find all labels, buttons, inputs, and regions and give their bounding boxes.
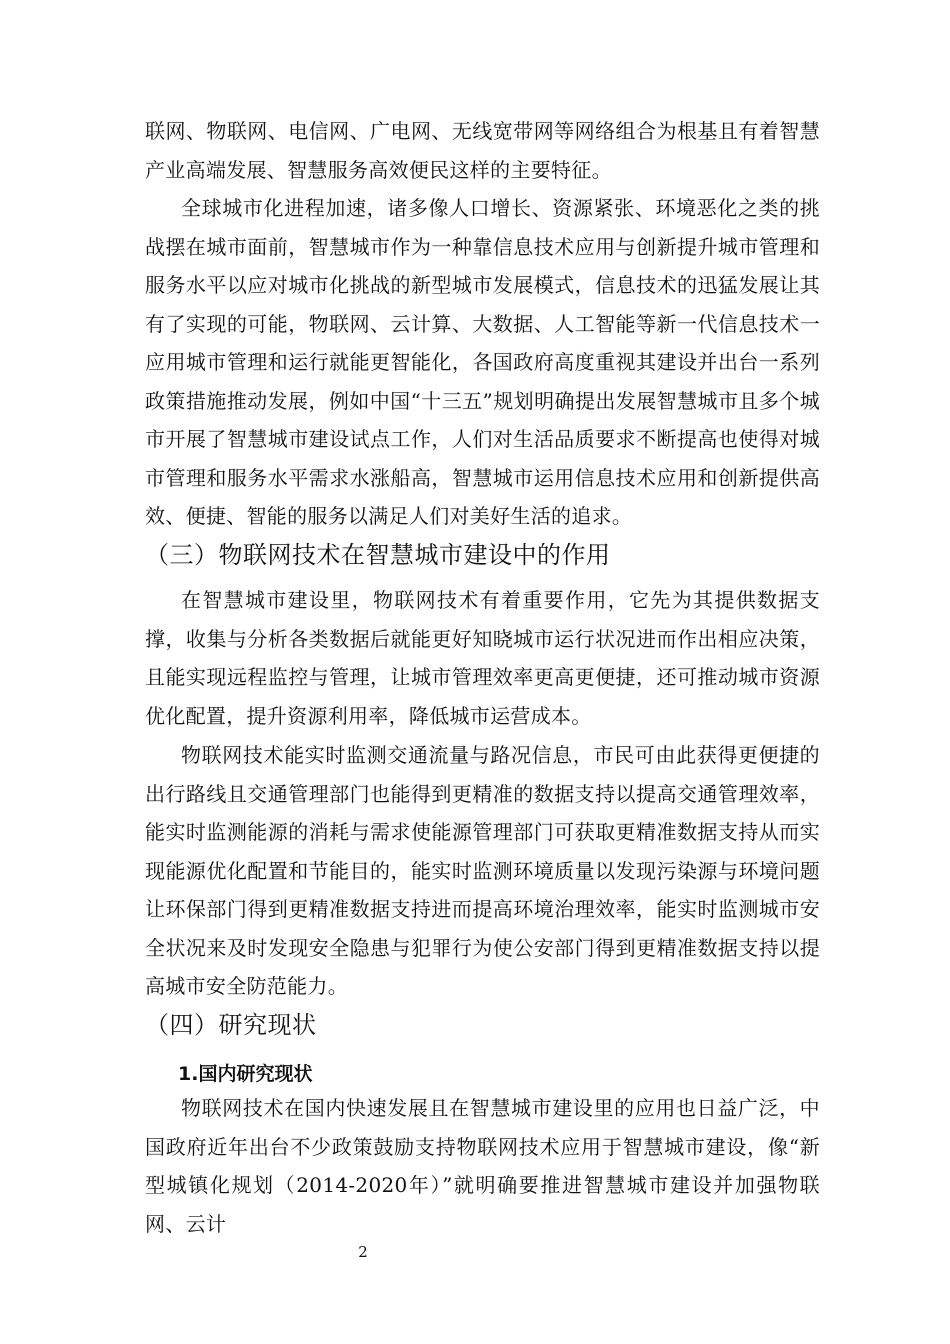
subsection-heading-domestic: 1.国内研究现状 (178, 1063, 313, 1085)
paragraph-urbanization: 全球城市化进程加速，诸多像人口增长、资源紧张、环境恶化之类的挑战摆在城市面前，智慧城市作为一种靠信息技术应用与创新提升城市管理和服务水平以应对城市化挑战的新型城市发展模式，信息技术的迅猛发展让其有了实现的可能，物联网、云计算、大数据、人工智能等新一代信息技术一应用城市管理和运行就能更智能化，各国政府高度重视其建设并出台一系列政策措施推动发展，例如中国“十三五”规划明确提出发展智慧城市且多个城市开展了智慧城市建设试点工作，人们对生活品质要求不断提高也使得对城市管理和服务水平需求水涨船高，智慧城市运用信息技术应用和创新提供高效、便捷、智能的服务以满足人们对美好生活的追求。 (145, 196, 820, 528)
section-heading-research-status: （四）研究现状 (145, 1011, 317, 1039)
paragraph-domestic-research: 物联网技术在国内快速发展且在智慧城市建设里的应用也日益广泛，中国政府近年出台不少政策鼓励支持物联网技术应用于智慧城市建设，像“新型城镇化规划（2014-2020年）”就明确要推进智慧城市建设并加强物联网、云计 (145, 1096, 820, 1236)
section-heading-iot-role: （三）物联网技术在智慧城市建设中的作用 (145, 541, 611, 569)
page-number: 2 (358, 1243, 368, 1261)
paragraph-continuation: 联网、物联网、电信网、广电网、无线宽带网等网络组合为根基且有着智慧产业高端发展、智慧服务高效便民这样的主要特征。 (145, 119, 820, 182)
paragraph-iot-role: 在智慧城市建设里，物联网技术有着重要作用，它先为其提供数据支撑，收集与分析各类数据后就能更好知晓城市运行状况进而作出相应决策，且能实现远程监控与管理，让城市管理效率更高更便捷，还可推动城市资源优化配置，提升资源利用率，降低城市运营成本。 (145, 588, 820, 728)
paragraph-iot-monitoring: 物联网技术能实时监测交通流量与路况信息，市民可由此获得更便捷的出行路线且交通管理部门也能得到更精准的数据支持以提高交通管理效率，能实时监测能源的消耗与需求使能源管理部门可获取更精准数据支持从而实现能源优化配置和节能目的，能实时监测环境质量以发现污染源与环境问题让环保部门得到更精准数据支持进而提高环境治理效率，能实时监测城市安全状况来及时发现安全隐患与犯罪行为使公安部门得到更精准数据支持以提高城市安全防范能力。 (145, 743, 820, 998)
